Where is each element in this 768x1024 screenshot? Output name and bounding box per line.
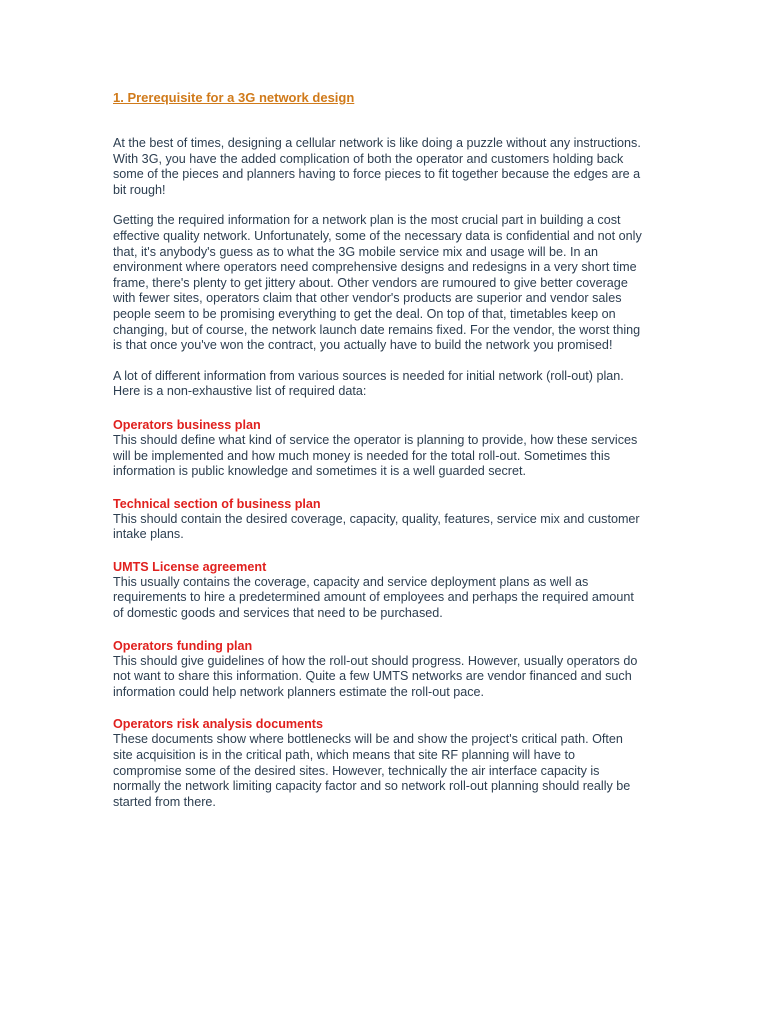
requirement-body: This usually contains the coverage, capacity and service deployment plans as well as requirements to hire a predetermined amount of employees and perhaps the required amount of domestic goods and services that need to be purchased. [113,574,634,621]
requirement-item-risk-analysis [113,716,643,810]
requirement-title: Operators business plan [113,417,261,432]
requirement-body: This should define what kind of service the operator is planning to provide, how these services will be implemented and how much money is needed for the total roll-out. Sometimes this information is public knowledge and sometimes it is a well guarded secret. [113,432,638,479]
requirement-item-technical-section [113,496,643,543]
requirement-body: This should give guidelines of how the roll-out should progress. However, usually operators do not want to share this information. Quite a few UMTS networks are vendor financed and such information could help network planners estimate the roll-out pace. [113,653,638,699]
intro-paragraph-2: Getting the required information for a network plan is the most crucial part in building a cost effective quality network. Unfortunately, some of the necessary data is confidential and not only that, it's anybody's guess as to what the 3G mobile service mix and usage will be. In an environment where operators need comprehensive designs and redesigns in a very short time frame, there's plenty to get jittery about. Other vendors are rumoured to give better coverage with fewer sites, operators claim that other vendor's products are superior and vendor sales people seem to be promising everything to get the deal. On top of that, timetables keep on changing, but of course, the network launch date remains fixed. For the vendor, the worst thing is that once you've won the contract, you actually have to build the network you promised! [113,213,642,353]
requirement-body: This should contain the desired coverage, capacity, quality, features, service mix and customer intake plans. [113,511,640,542]
intro-paragraph-3: A lot of different information from various sources is needed for initial network (roll-out) plan. Here is a non-exhaustive list of required data: [113,368,624,399]
intro-paragraph-1: At the best of times, designing a cellular network is like doing a puzzle without any instructions. With 3G, you have the added complication of both the operator and customers holding back some of the pieces and planners having to force pieces to fit together because the edges are a bit rough! [113,136,641,197]
requirement-title: Operators risk analysis documents [113,717,323,732]
requirement-body: These documents show where bottlenecks will be and show the project's critical path. Often site acquisition is in the critical path, which means that site RF planning will have to compromise some of the desired sites. However, technically the air interface capacity is normally the network limiting capacity factor and so network roll-out planning should really be started from there. [113,732,631,809]
requirement-title: UMTS License agreement [113,559,267,574]
document-content [113,90,643,826]
requirement-item-funding-plan [113,638,643,701]
requirement-title: Technical section of business plan [113,496,321,511]
requirement-title: Operators funding plan [113,638,253,653]
section-heading: 1. Prerequisite for a 3G network design [113,90,355,105]
requirement-item-license-agreement [113,559,643,622]
requirement-item-business-plan [113,417,643,480]
